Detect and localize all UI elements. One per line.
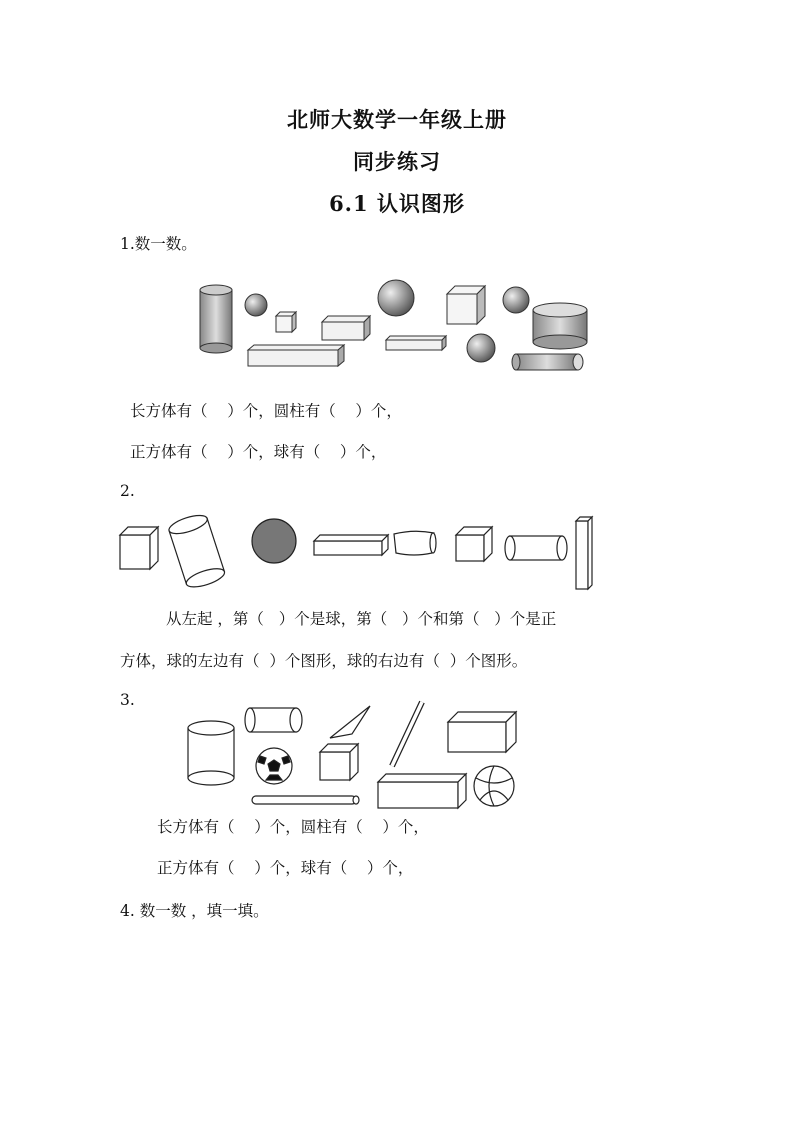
cuboid-shape xyxy=(322,316,370,340)
rod-shape xyxy=(252,796,359,804)
cuboid-shape xyxy=(386,336,446,350)
ball-shape xyxy=(245,294,267,316)
ball-shape xyxy=(467,334,495,362)
cuboid-shape xyxy=(448,712,516,752)
cylinder-shape xyxy=(505,536,567,560)
triangle-shape xyxy=(330,706,370,738)
ball-shape xyxy=(503,287,529,313)
q3-shapes-figure xyxy=(180,690,530,815)
q2-heading: 2. xyxy=(120,482,135,500)
cuboid-shape xyxy=(576,517,592,589)
cylinder-shape xyxy=(512,354,583,370)
cylinder-shape xyxy=(533,303,587,349)
q1-shapes-figure xyxy=(180,268,610,380)
doc-title: 北师大数学一年级上册 xyxy=(287,107,507,132)
q3-heading: 3. xyxy=(120,691,135,709)
ball-shape xyxy=(378,280,414,316)
cuboid-shape xyxy=(378,774,466,808)
q2-line2: 方体，球的左边有（ ）个图形，球的右边有（ ）个图形。 xyxy=(120,652,528,670)
basketball-icon xyxy=(474,766,514,806)
cuboid-shape xyxy=(314,535,388,555)
q3-line2: 正方体有（ ）个，球有（ ）个， xyxy=(157,859,414,877)
cube-shape xyxy=(320,744,358,780)
cylinder-shape xyxy=(167,512,227,591)
q1-line2: 正方体有（ ）个，球有（ ）个， xyxy=(130,443,387,461)
ball-shape xyxy=(252,519,296,563)
doc-subtitle: 同步练习 xyxy=(353,149,441,174)
cube-shape xyxy=(120,527,158,569)
q2-line1: 从左起 ，第（ ）个是球，第（ ）个和第（ ）个是正 xyxy=(166,610,557,628)
rod-shape xyxy=(392,702,422,766)
cuboid-shape xyxy=(248,345,344,366)
lesson-title: 6.1 认识图形 xyxy=(329,191,465,216)
cylinder-shape xyxy=(200,285,232,353)
q1-line1: 长方体有（ ）个，圆柱有（ ）个， xyxy=(130,402,402,420)
cylinder-shape xyxy=(394,531,436,555)
q3-line1: 长方体有（ ）个，圆柱有（ ）个， xyxy=(157,818,429,836)
cube-shape xyxy=(276,312,296,332)
cube-shape xyxy=(456,527,492,561)
cylinder-shape xyxy=(245,708,302,732)
cube-shape xyxy=(447,286,485,324)
q4-heading: 4. 数一数 ，填一填。 xyxy=(120,902,269,920)
cylinder-shape xyxy=(188,721,234,785)
soccer-ball-icon xyxy=(256,748,292,784)
q1-heading: 1.数一数。 xyxy=(120,235,197,253)
q2-shapes-figure xyxy=(118,515,603,595)
